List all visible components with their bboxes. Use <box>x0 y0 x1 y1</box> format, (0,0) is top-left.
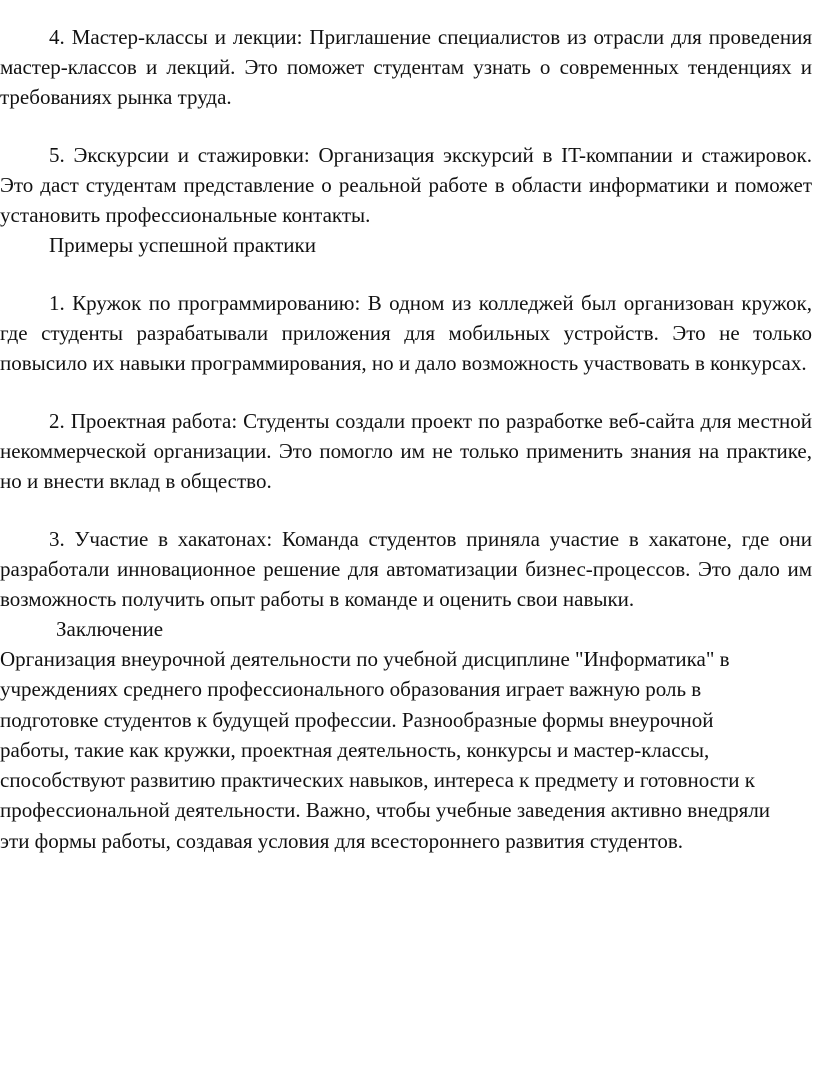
paragraph-hackathons: 3. Участие в хакатонах: Команда студентов приняла участие в хакатоне, где они разработали инновационное решение для автоматизации бизнес-процессов. Это дало им возможность получить опыт работы в команде и оценить свои навыки. <box>0 527 812 611</box>
paragraph-masterclasses: 4. Мастер-классы и лекции: Приглашение специалистов из отрасли для проведения мастер-классов и лекций. Это поможет студентам узнать о современных тенденциях и требованиях рынка труда. <box>0 25 812 109</box>
heading-successful-practice: Примеры успешной практики <box>49 233 316 257</box>
paragraph-project-work: 2. Проектная работа: Студенты создали проект по разработке веб-сайта для местной некоммерческой организации. Это помогло им не только применить знания на практике, но и внести вклад в общество. <box>0 409 812 493</box>
paragraph-conclusion: Организация внеурочной деятельности по учебной дисциплине "Информатика" в учреждениях среднего профессионального образования играет важную роль в подготовке студентов к будущей профессии. Разнообразные формы внеурочной работы, такие как кружки, проектная деятельность, конкурсы и мастер-классы, способствуют развитию практических навыков, интереса к предмету и готовности к профессиональной деятельности. Важно, чтобы учебные заведения активно внедряли эти формы работы, создавая условия для всестороннего развития студентов. <box>0 647 771 853</box>
paragraph-programming-club: 1. Кружок по программированию: В одном из колледжей был организован кружок, где студенты разрабатывали приложения для мобильных устройств. Это не только повысило их навыки программирования, но и дало возможность участвовать в конкурсах. <box>0 291 812 375</box>
heading-conclusion: Заключение <box>56 617 164 641</box>
paragraph-excursions: 5. Экскурсии и стажировки: Организация экскурсий в IT-компании и стажировок. Это даст студентам представление о реальной работе в области информатики и поможет установить профессиональные контакты. <box>0 143 812 227</box>
